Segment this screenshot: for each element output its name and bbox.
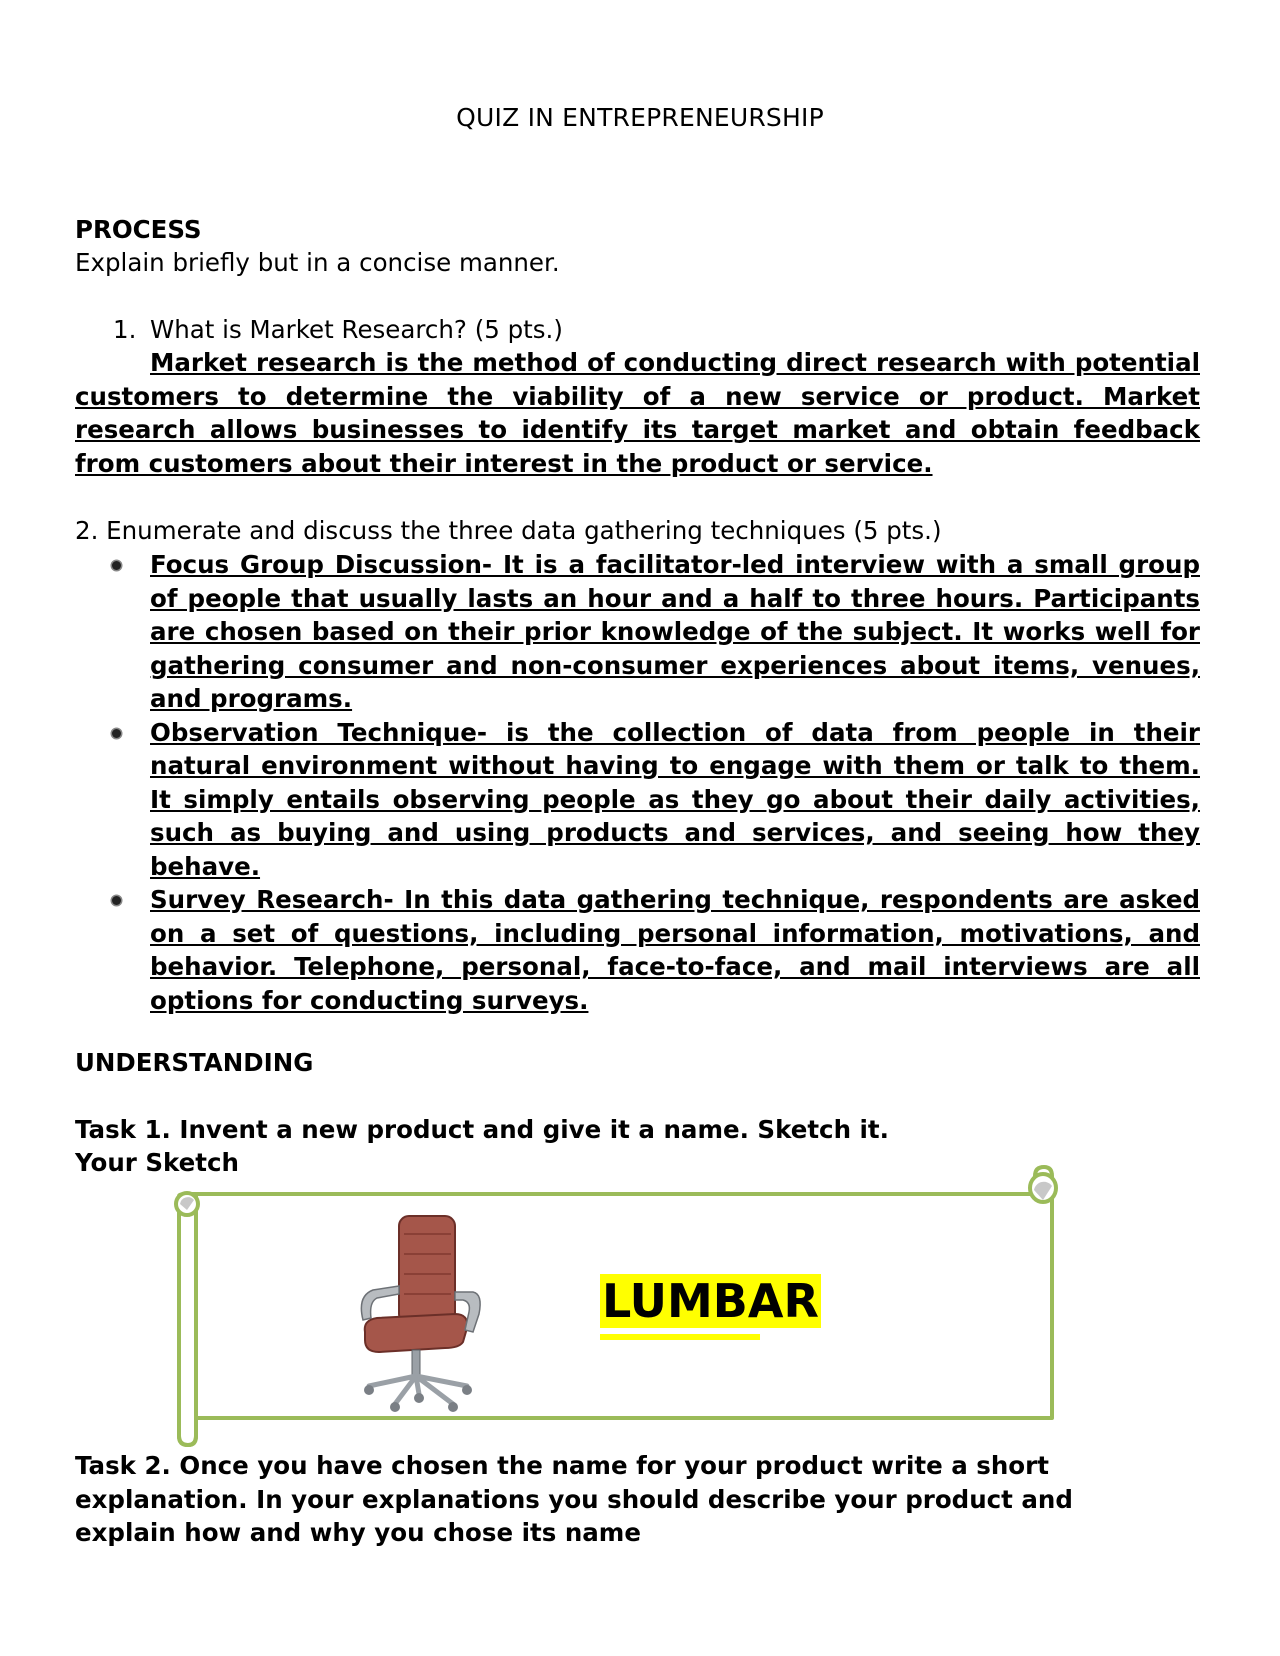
document-title: QUIZ IN ENTREPRENEURSHIP <box>456 103 824 132</box>
bullet-icon <box>112 729 121 738</box>
chair-seat <box>365 1314 468 1352</box>
understanding-heading: UNDERSTANDING <box>75 1048 314 1077</box>
question-2: 2. Enumerate and discuss the three data gathering techniques (5 pts.) <box>75 516 942 545</box>
question-1-text: What is Market Research? (5 pts.) <box>150 315 563 344</box>
technique-text: Focus Group Discussion- It is a facilitator-led interview with a small group of people that usually lasts an hour and a half to three hours. Participants are chosen based on their prior knowledge of the subject. It works well for gathering consumer and non-consumer experiences about items, venues, and programs. <box>150 550 1200 713</box>
chair-wheel <box>462 1385 472 1395</box>
office-chair-image <box>355 1214 485 1414</box>
list-item <box>150 716 1200 884</box>
chair-wheel <box>390 1402 400 1412</box>
question-1-number: 1. <box>113 315 137 344</box>
task-2: Task 2. Once you have chosen the name for your product write a short explanation. In your explanations you should describe your product and explain how and why you chose its name <box>75 1451 1073 1547</box>
technique-text: Survey Research- In this data gathering technique, respondents are asked on a set of questions, including personal information, motivations, and behavior. Telephone, personal, face-to-face, and mail interviews are all options for conducting surveys. <box>150 885 1200 1015</box>
bullet-icon <box>112 561 121 570</box>
chair-left-armrest <box>361 1286 399 1320</box>
chair-wheel <box>364 1385 374 1395</box>
list-item <box>150 548 1200 716</box>
product-name: LUMBAR <box>602 1274 819 1328</box>
sketch-label: Your Sketch <box>75 1148 239 1177</box>
task-1: Task 1. Invent a new product and give it a name. Sketch it. <box>75 1115 889 1144</box>
product-name-underline <box>600 1334 760 1340</box>
technique-text: Observation Technique- is the collection of data from people in their natural environment without having to engage with them or talk to them. It simply entails observing people as they go about their daily activities, such as buying and using products and services, and seeing how they behave. <box>150 717 1200 881</box>
process-instruction: Explain briefly but in a concise manner. <box>75 248 560 277</box>
chair-backrest <box>399 1216 455 1324</box>
answer-1: Market research is the method of conducting direct research with potential customers to determine the viability of a new service or product. Market research allows businesses to identify its target market and obtain feedback from customers about their interest in the product or service. <box>75 348 1200 478</box>
list-item <box>150 883 1200 1017</box>
chair-wheel <box>448 1402 458 1412</box>
bullet-icon <box>112 896 121 905</box>
chair-gas-lift <box>412 1350 420 1376</box>
technique-list <box>150 548 1200 1017</box>
chair-wheel <box>414 1393 424 1403</box>
process-heading: PROCESS <box>75 215 202 244</box>
question-1 <box>113 313 563 347</box>
